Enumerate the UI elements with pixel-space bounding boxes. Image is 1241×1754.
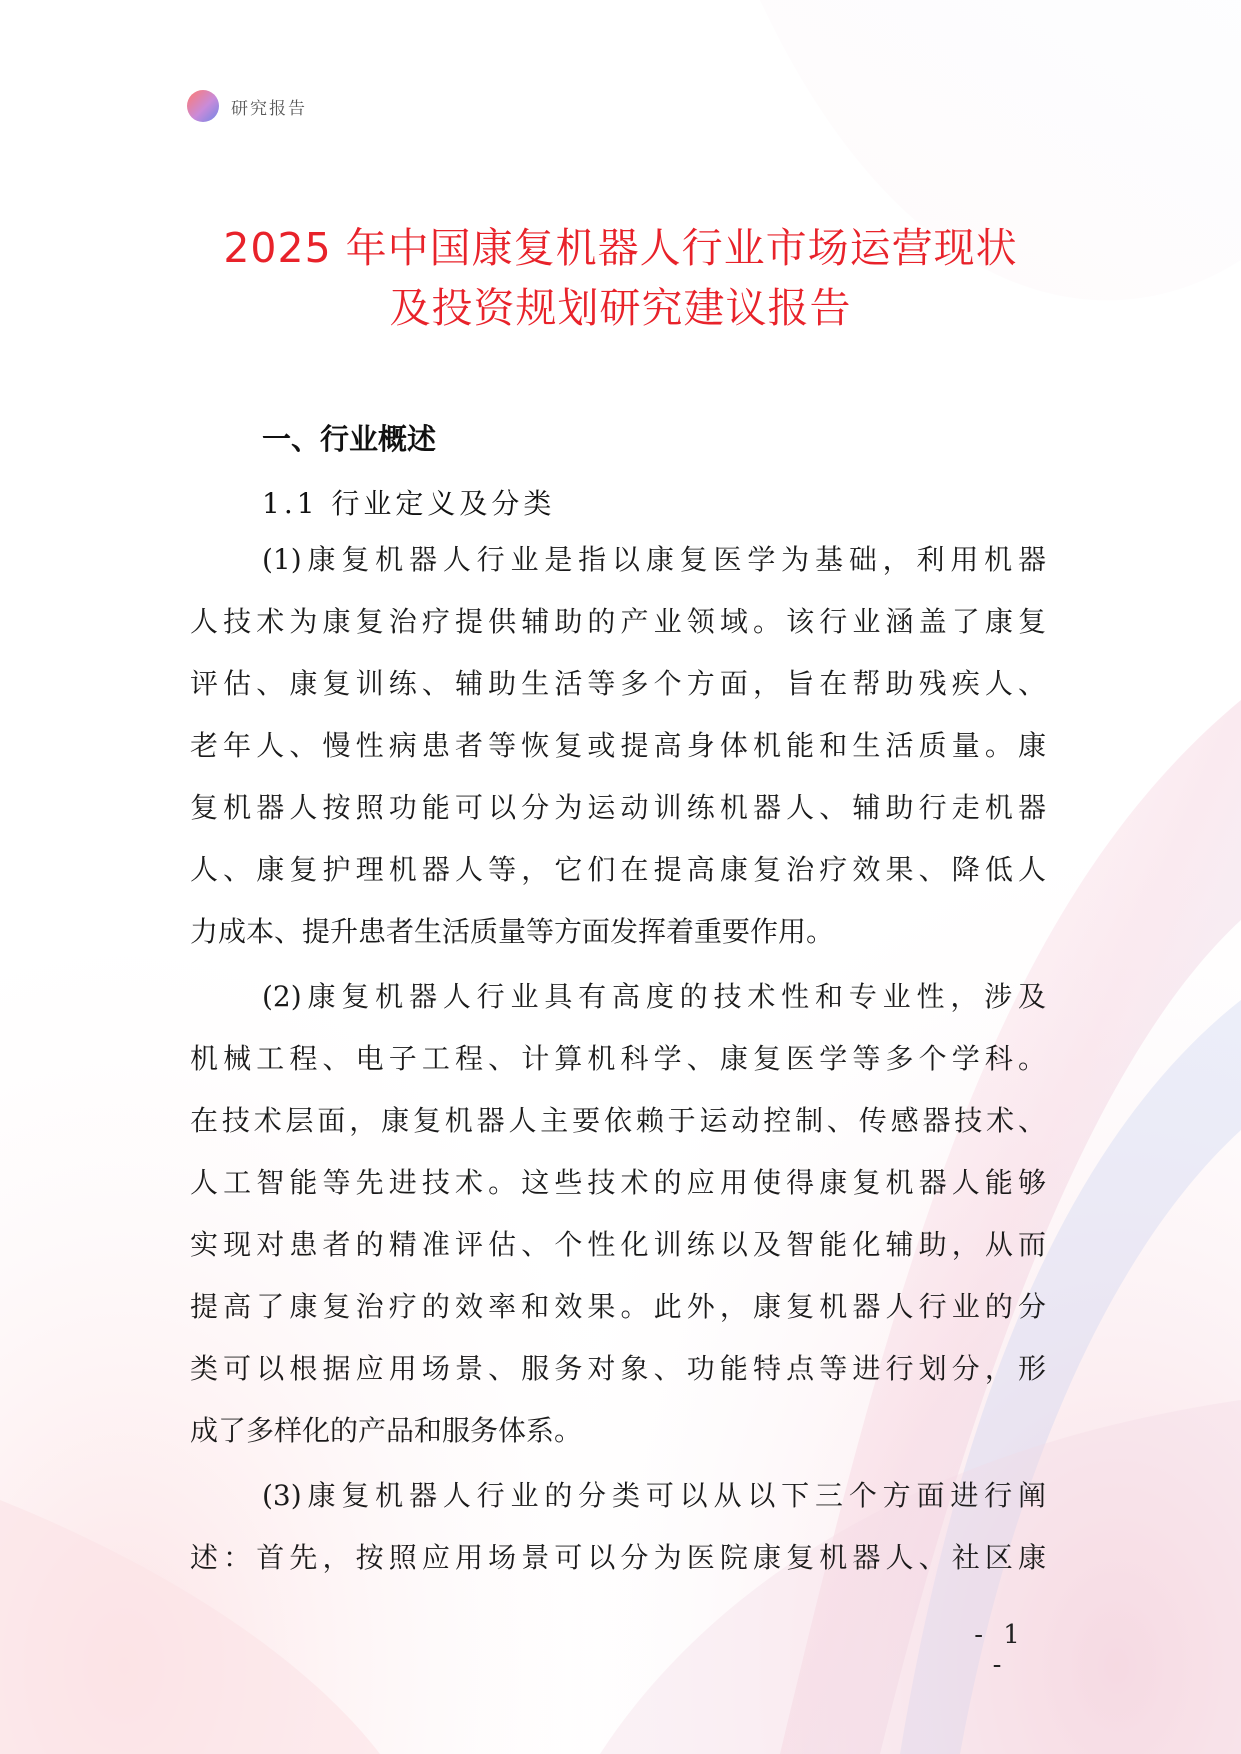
header-label: 研究报告 — [231, 98, 307, 119]
paragraph-1-line-6: 人、康复护理机器人等，它们在提高康复治疗效果、降低人 — [190, 853, 1046, 886]
paragraph-1-line-1: (1)康复机器人行业是指以康复医学为基础，利用机器 — [262, 543, 1046, 576]
paragraph-1-line-5: 复机器人按照功能可以分为运动训练机器人、辅助行走机器 — [190, 791, 1046, 824]
paragraph-1-line-7: 力成本、提升患者生活质量等方面发挥着重要作用。 — [190, 915, 835, 948]
paragraph-1-line-4: 老年人、慢性病患者等恢复或提高身体机能和生活质量。康 — [190, 729, 1046, 762]
paragraph-3-line-2: 述：首先，按照应用场景可以分为医院康复机器人、社区康 — [190, 1541, 1046, 1574]
document-title-line-1: 2025 年中国康复机器人行业市场运营现状 — [223, 224, 1018, 272]
header — [187, 88, 307, 124]
paragraph-2-line-3: 在技术层面，康复机器人主要依赖于运动控制、传感器技术、 — [190, 1104, 1046, 1137]
page-number: - 1 - — [974, 1620, 1026, 1680]
paragraph-3-line-1: (3)康复机器人行业的分类可以从以下三个方面进行阐 — [262, 1479, 1046, 1512]
paragraph-2-line-8: 成了多样化的产品和服务体系。 — [190, 1414, 583, 1447]
paragraph-2-line-6: 提高了康复治疗的效率和效果。此外，康复机器人行业的分 — [190, 1290, 1046, 1323]
paragraph-2-line-2: 机械工程、电子工程、计算机科学、康复医学等多个学科。 — [190, 1042, 1046, 1075]
subsection-heading: 1.1 行业定义及分类 — [262, 487, 556, 520]
paragraph-2-line-4: 人工智能等先进技术。这些技术的应用使得康复机器人能够 — [190, 1166, 1046, 1199]
paragraph-1-line-2: 人技术为康复治疗提供辅助的产业领域。该行业涵盖了康复 — [190, 605, 1046, 638]
paragraph-2-line-5: 实现对患者的精准评估、个性化训练以及智能化辅助，从而 — [190, 1228, 1046, 1261]
paragraph-2-line-7: 类可以根据应用场景、服务对象、功能特点等进行划分，形 — [190, 1352, 1046, 1385]
paragraph-1-line-3: 评估、康复训练、辅助生活等多个方面，旨在帮助残疾人、 — [190, 667, 1046, 700]
paragraph-2-line-1: (2)康复机器人行业具有高度的技术性和专业性，涉及 — [262, 980, 1046, 1013]
logo-circle-icon — [187, 90, 219, 122]
document-title-line-2: 及投资规划研究建议报告 — [389, 284, 852, 332]
section-heading: 一、行业概述 — [262, 422, 437, 456]
